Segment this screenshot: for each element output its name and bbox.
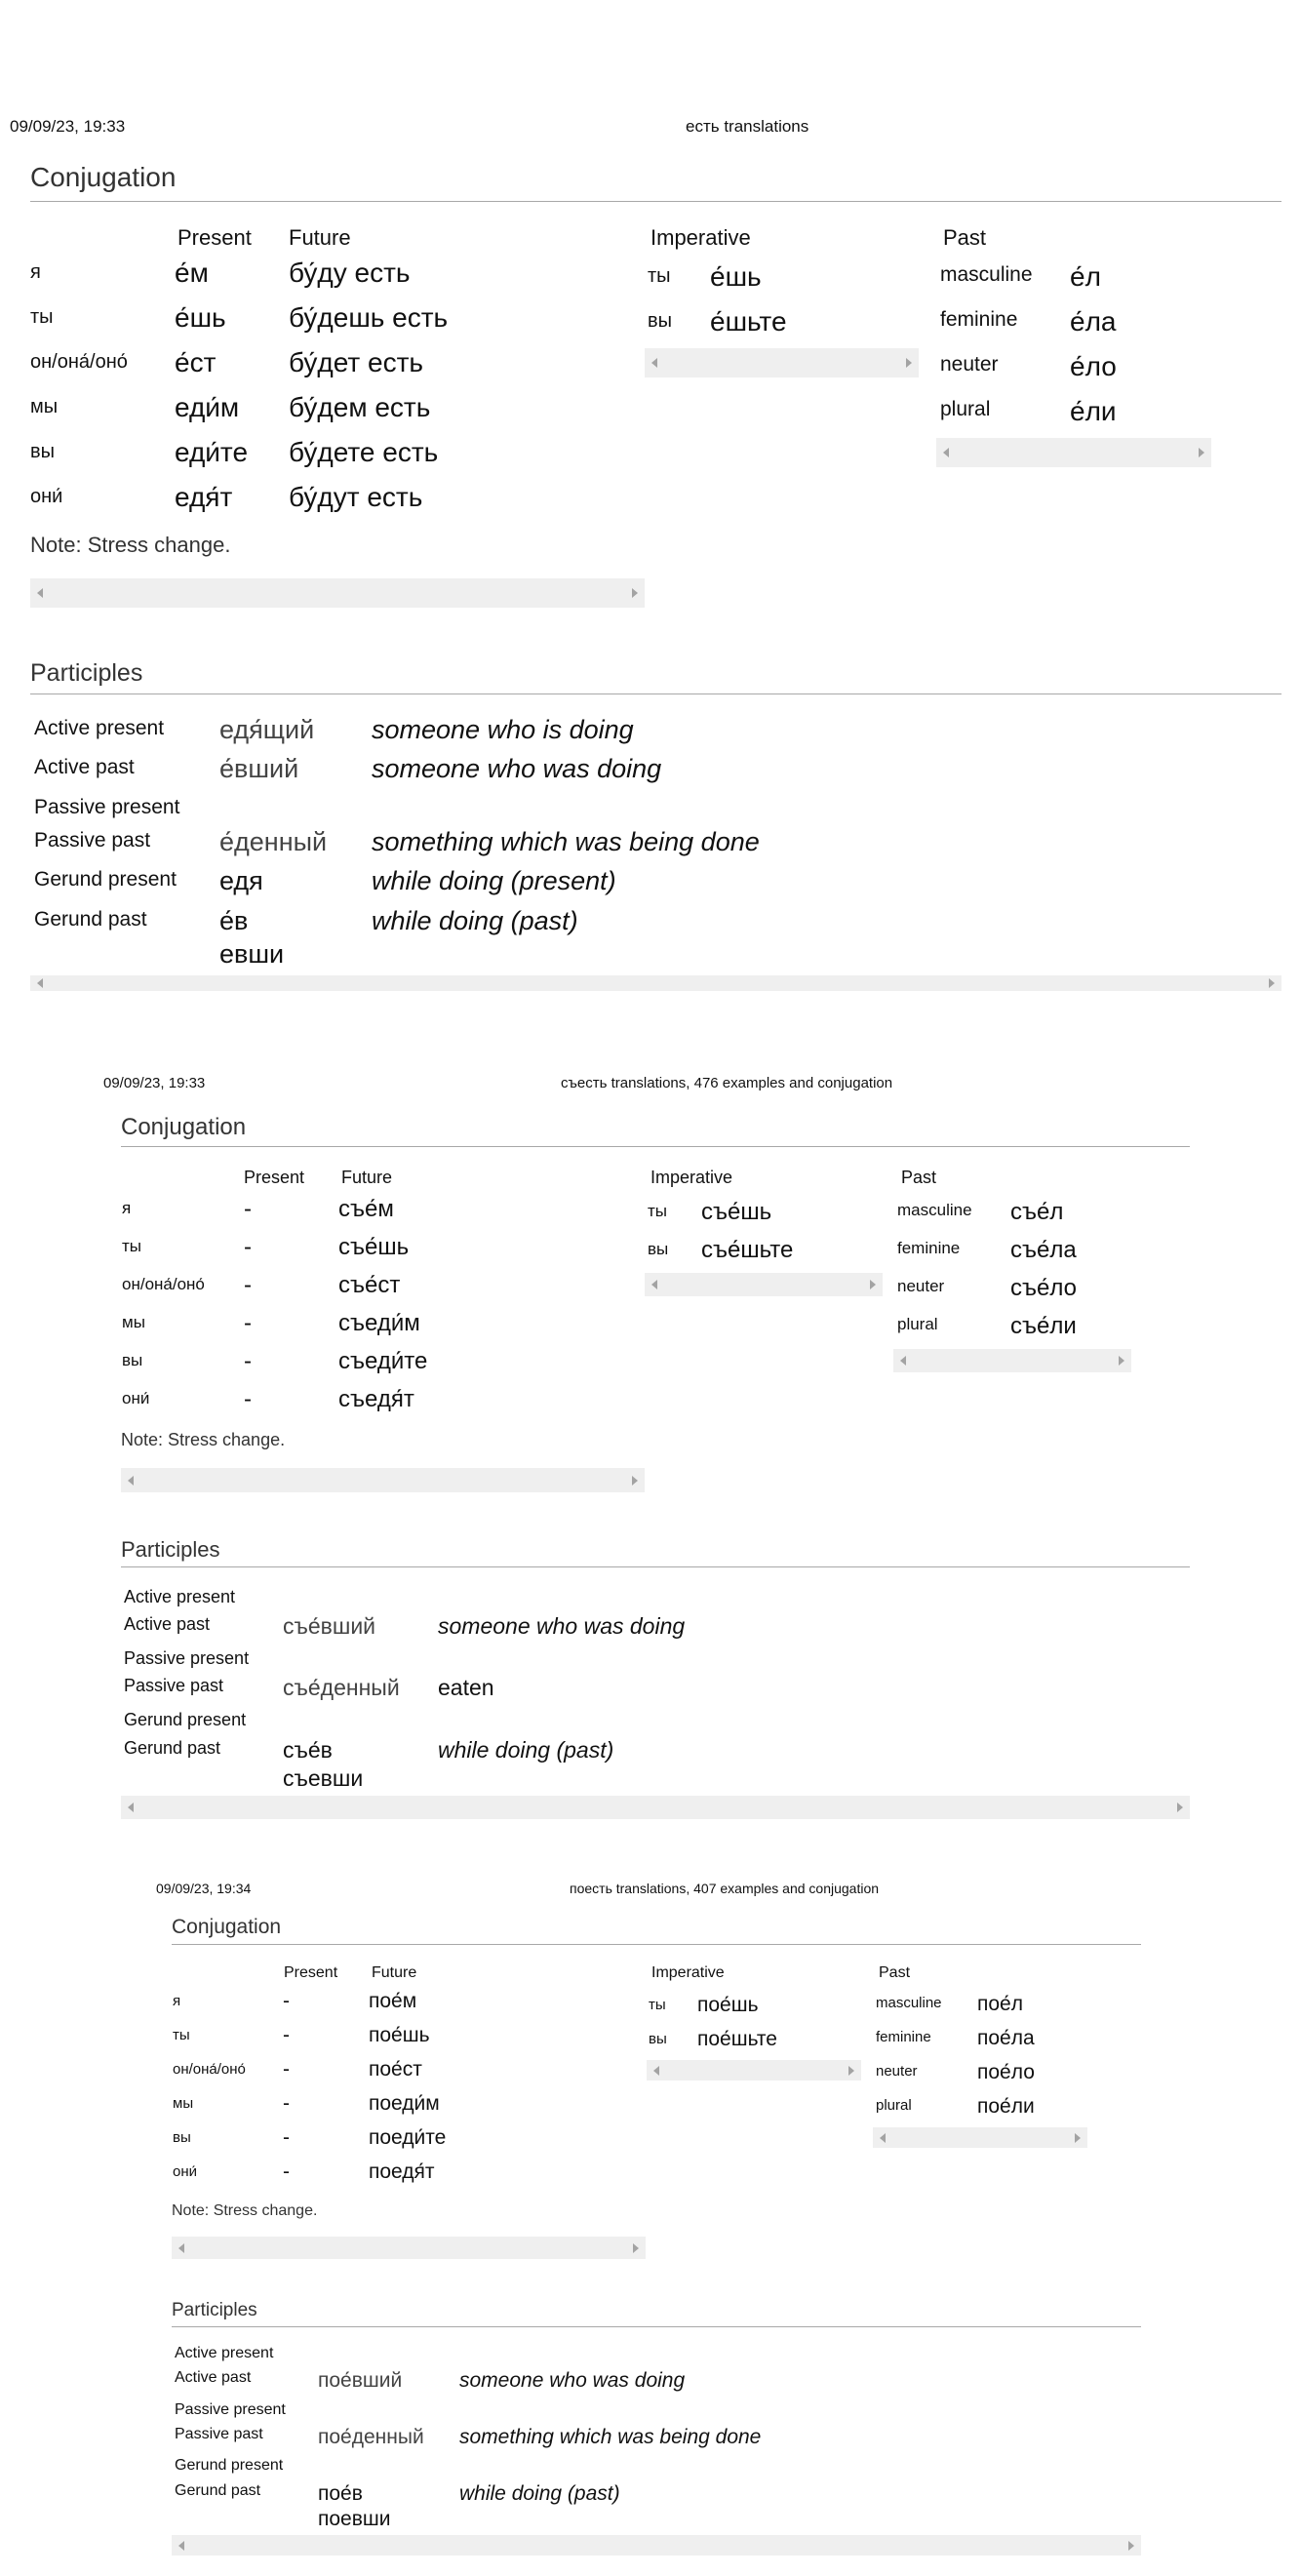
stress-note: Note: Stress change. [30,533,231,557]
participles-scrollbar[interactable] [30,975,1281,991]
stress-note: Note: Stress change. [172,2202,318,2219]
scroll-right-arrow-icon[interactable] [1177,1803,1183,1812]
present-form: - [244,1386,252,1412]
participle-label: Gerund present [34,868,177,891]
imperative-form: е́шь [710,261,762,292]
participles-rule [172,2326,1141,2327]
scroll-left-arrow-icon[interactable] [651,358,657,368]
participle-form: едя [219,866,263,895]
participle-meaning: something which was being done [459,2426,762,2448]
col-present-header: Present [284,1964,338,1981]
pronoun: ты [122,1237,142,1255]
participle-label: Passive present [34,796,180,818]
scroll-right-arrow-icon[interactable] [1075,2133,1081,2143]
participle-label: Gerund past [175,2482,261,2499]
conjugation-heading: Conjugation [121,1114,247,1140]
pronoun: он/она́/оно́ [122,1275,205,1293]
present-form: - [283,2126,290,2149]
participle-meaning: someone who was doing [438,1613,686,1639]
scroll-left-arrow-icon[interactable] [651,1280,657,1289]
participle-meaning: while doing (past) [459,2482,620,2505]
participle-label: Passive past [34,829,151,852]
scroll-right-arrow-icon[interactable] [870,1280,876,1289]
participle-form: пое́вший [318,2369,403,2392]
scroll-right-arrow-icon[interactable] [906,358,912,368]
scroll-left-arrow-icon[interactable] [653,2066,659,2076]
print-timestamp: 09/09/23, 19:33 [10,117,126,136]
col-past-header: Past [901,1168,937,1187]
pronoun: он/она́/оно́ [30,351,128,373]
imperative-pronoun: ты [648,1202,668,1220]
scroll-left-arrow-icon[interactable] [880,2133,886,2143]
scroll-right-arrow-icon[interactable] [1128,2541,1134,2551]
stress-note: Note: Stress change. [121,1430,286,1449]
future-form: съе́ст [338,1272,401,1298]
present-form: - [283,1990,290,2012]
participles-heading: Participles [121,1537,220,1562]
col-future-header: Future [372,1964,417,1981]
participle-label: Active past [175,2369,252,2386]
conjugation-rule [121,1146,1190,1147]
past-form: съе́ли [1010,1313,1077,1339]
past-form: пое́ло [977,2061,1035,2083]
conjugation-scrollbar[interactable] [30,578,645,608]
imperative-pronoun: ты [648,265,671,287]
imperative-form: съе́шьте [701,1237,794,1263]
present-form: е́м [175,258,209,288]
present-form: - [244,1234,252,1260]
imperative-scrollbar[interactable] [645,348,919,377]
participle-form: пое́в [318,2482,363,2505]
imperative-pronoun: вы [648,1240,669,1258]
participles-rule [121,1566,1190,1567]
participle-label: Active present [34,717,165,739]
imperative-form: е́шьте [710,306,787,337]
participle-meaning: someone who is doing [372,715,634,744]
participles-heading: Participles [30,659,143,687]
participle-meaning: while doing (past) [372,906,578,935]
past-label: neuter [940,353,999,376]
conjugation-rule [30,201,1281,202]
future-form: съеди́м [338,1310,420,1336]
col-future-header: Future [341,1168,393,1187]
participle-form-alt: съевши [283,1765,364,1791]
past-label: plural [940,398,991,420]
pronoun: я [173,1993,181,2009]
imperative-scrollbar[interactable] [647,2060,861,2081]
participle-label: Gerund present [175,2457,284,2474]
future-form: съеди́те [338,1348,428,1374]
present-form: - [283,2058,290,2081]
past-form: пое́л [977,1993,1023,2015]
conjugation-rule [172,1944,1141,1945]
present-form: е́ст [175,347,217,377]
scroll-right-arrow-icon[interactable] [848,2066,854,2076]
imperative-scrollbar[interactable] [645,1273,883,1296]
pronoun: я [30,261,41,283]
imperative-form: пое́шьте [697,2028,777,2050]
imperative-pronoun: вы [649,2031,667,2047]
print-title: поесть translations, 407 examples and conjugation [570,1881,880,1896]
present-form: еди́те [175,437,249,467]
future-form: пое́ст [369,2058,422,2081]
imperative-form: съе́шь [701,1199,772,1225]
future-form: пое́шь [369,2024,430,2046]
past-label: masculine [940,263,1033,286]
present-form: едя́т [175,482,233,512]
pronoun: вы [122,1351,143,1369]
pronoun: они́ [173,2163,198,2180]
col-past-header: Past [943,225,987,250]
scroll-left-arrow-icon[interactable] [943,448,949,457]
past-form: съе́л [1010,1199,1064,1225]
participle-meaning: eaten [438,1675,494,1700]
scroll-right-arrow-icon[interactable] [1199,448,1204,457]
past-form: съе́ло [1010,1275,1077,1301]
scroll-left-arrow-icon[interactable] [128,1476,134,1486]
past-label: masculine [897,1201,972,1219]
print-title: съесть translations, 476 examples and conjugation [561,1075,893,1091]
past-label: neuter [897,1277,945,1295]
past-form: е́ла [1070,306,1117,337]
future-form: съедя́т [338,1386,414,1412]
participle-label: Active past [124,1614,211,1634]
col-imperative-header: Imperative [651,1964,725,1981]
pronoun: вы [30,441,55,462]
participle-label: Active present [124,1587,236,1606]
pronoun: ты [30,306,54,328]
pronoun: я [122,1199,132,1217]
past-label: plural [876,2097,912,2114]
past-label: feminine [897,1239,961,1257]
present-form: е́шь [175,302,226,333]
col-past-header: Past [879,1964,911,1981]
participle-form: пое́денный [318,2426,424,2448]
scroll-right-arrow-icon[interactable] [1269,978,1275,988]
pronoun: ты [173,2027,190,2043]
scroll-right-arrow-icon[interactable] [632,588,638,598]
present-form: - [283,2160,290,2183]
participle-form: едя́щий [219,715,315,744]
past-form: съе́ла [1010,1237,1077,1263]
conjugation-heading: Conjugation [30,162,177,192]
pronoun: он/она́/оно́ [173,2061,246,2078]
future-form: бу́дете есть [289,437,439,467]
pronoun: мы [173,2095,194,2112]
print-timestamp: 09/09/23, 19:33 [103,1075,206,1091]
participle-label: Gerund past [34,908,147,931]
conjugation-heading: Conjugation [172,1916,282,1938]
col-present-header: Present [244,1168,305,1187]
past-scrollbar[interactable] [873,2127,1087,2148]
participle-form: съе́денный [283,1675,400,1700]
participle-form: е́вший [219,754,299,783]
scroll-right-arrow-icon[interactable] [632,1476,638,1486]
conjugation-scrollbar[interactable] [121,1468,645,1492]
scroll-left-arrow-icon[interactable] [37,978,43,988]
participle-form-alt: евши [219,939,285,969]
imperative-pronoun: вы [648,310,672,332]
participles-heading: Participles [172,2300,257,2320]
pronoun: мы [122,1313,145,1331]
present-form: - [244,1272,252,1298]
col-present-header: Present [177,225,252,250]
participle-form-alt: поевши [318,2508,391,2530]
participle-form: е́денный [219,827,328,856]
participle-label: Passive past [124,1676,224,1695]
past-label: masculine [876,1995,942,2011]
conjugation-scrollbar[interactable] [172,2237,646,2259]
pronoun: мы [30,396,59,417]
participle-meaning: while doing (past) [438,1737,614,1763]
participle-form: е́в [219,906,249,935]
present-form: - [244,1310,252,1336]
future-form: бу́ду есть [289,258,411,288]
past-form: е́л [1070,261,1101,292]
future-form: бу́дем есть [289,392,431,422]
past-form: пое́ла [977,2027,1035,2049]
future-form: поеди́те [369,2126,447,2149]
past-form: е́ли [1070,396,1117,426]
print-title: есть translations [686,117,809,136]
participles-scrollbar[interactable] [121,1796,1190,1819]
scroll-left-arrow-icon[interactable] [178,2541,184,2551]
print-timestamp: 09/09/23, 19:34 [156,1881,252,1896]
past-scrollbar[interactable] [893,1349,1131,1372]
participle-label: Active present [175,2345,274,2361]
present-form: - [244,1196,252,1222]
participle-label: Passive past [175,2426,263,2442]
imperative-form: пое́шь [697,1994,759,2016]
present-form: - [283,2024,290,2046]
participle-label: Passive present [175,2401,286,2418]
present-form: - [244,1348,252,1374]
present-form: еди́м [175,392,240,422]
future-form: бу́дешь есть [289,302,449,333]
participle-label: Gerund present [124,1710,247,1729]
pronoun: они́ [30,486,63,507]
participle-form: съе́вший [283,1613,376,1639]
scroll-left-arrow-icon[interactable] [128,1803,134,1812]
scroll-right-arrow-icon[interactable] [1119,1356,1124,1366]
future-form: поеди́м [369,2092,440,2115]
participle-meaning: someone who was doing [459,2369,686,2392]
participle-meaning: someone who was doing [372,754,662,783]
col-future-header: Future [289,225,351,250]
future-form: бу́дут есть [289,482,423,512]
scroll-left-arrow-icon[interactable] [900,1356,906,1366]
scroll-left-arrow-icon[interactable] [178,2243,184,2253]
past-scrollbar[interactable] [936,438,1211,467]
participle-meaning: while doing (present) [372,866,616,895]
past-form: е́ло [1070,351,1117,381]
future-form: бу́дет есть [289,347,423,377]
past-label: feminine [940,308,1018,331]
participle-label: Active past [34,756,135,778]
future-form: поедя́т [369,2160,435,2183]
past-form: пое́ли [977,2095,1035,2118]
participle-meaning: something which was being done [372,827,760,856]
col-imperative-header: Imperative [650,225,751,250]
future-form: съе́м [338,1196,394,1222]
pronoun: они́ [122,1389,150,1407]
future-form: съе́шь [338,1234,410,1260]
participles-scrollbar[interactable] [172,2535,1141,2556]
past-label: plural [897,1315,938,1333]
past-label: feminine [876,2029,931,2045]
col-imperative-header: Imperative [650,1168,733,1187]
scroll-right-arrow-icon[interactable] [633,2243,639,2253]
imperative-pronoun: ты [649,1997,666,2013]
past-label: neuter [876,2063,918,2080]
scroll-left-arrow-icon[interactable] [37,588,43,598]
pronoun: вы [173,2129,191,2146]
participle-label: Gerund past [124,1738,221,1758]
participle-form: съе́в [283,1737,333,1763]
future-form: пое́м [369,1990,417,2012]
participle-label: Passive present [124,1648,250,1668]
present-form: - [283,2092,290,2115]
